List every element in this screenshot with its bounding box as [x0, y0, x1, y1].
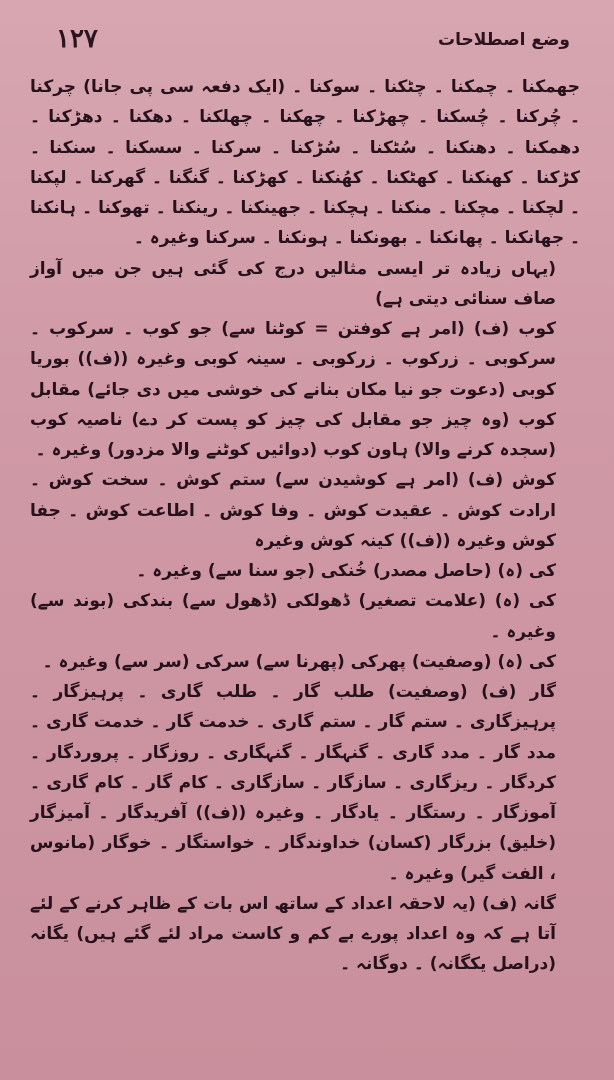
paragraph-note: (یہاں زیادہ تر ایسی مثالیں درج کی گئی ہیں جن میں آواز صاف سنائی دیتی ہے) — [30, 258, 556, 309]
page-header — [40, 14, 574, 54]
entry-ki-hasil-masdar: کی (ہ) (حاصل مصدر) خُنکی (جو سنا سے) وغیرہ ۔ — [136, 561, 556, 581]
entry-kob: کوب (ف) (امر ہے کوفتن = کوٹنا سے) جو کوب ۔ سرکوب ۔ سرکوبی ۔ زرکوب ۔ زرکوبی ۔ سینہ کوبی وغیرہ ((ف)) بوریا کوبی (دعوت جو نیا مکان بنانے کی خوشی میں دی جائے) مقابل کوب (وہ چیز جو مقابل کی چیز کو پست کر دے) ناصیہ کوب (سجدہ کرنے والا) ہاون کوب (دوائیں کوٹنے والا مزدور) وغیرہ ۔ — [30, 319, 556, 460]
page-number: ۱۲۷ — [56, 24, 98, 54]
entry-ki-wasfiyat: کی (ہ) (وصفیت) پھرکی (پھرنا سے) سرکی (سر سے) وغیرہ ۔ — [42, 651, 556, 672]
entry-gar: گار (ف) (وصفیت) طلب گار ۔ طلب گاری ۔ پرہیزگار ۔ پرہیزگاری ۔ ستم گار ۔ ستم گاری ۔ خدمت گار ۔ خدمت گاری ۔ مدد گار ۔ مدد گاری ۔ گنہگار ۔ گنہگاری ۔ روزگار ۔ پروردگار ۔ کردگار ۔ ریزگاری ۔ سازگار ۔ سازگاری ۔ کام گار ۔ کام گاری ۔ آموزگار ۔ رستگار ۔ یادگار ۔ وغیرہ ((ف)) آفریدگار ۔ آمیزگار (خلیق) بزرگار (کسان) خداوندگار ۔ خواستگار ۔ خوگار (مانوس ، الفت گیر) وغیرہ ۔ — [30, 682, 556, 884]
entry-kosh: کوش (ف) (امر ہے کوشیدن سے) ستم کوش ۔ سخت کوش ۔ ارادت کوش ۔ عقیدت کوش ۔ وفا کوش ۔ اطاعت کوش ۔ جفا کوش وغیرہ ((ف)) کینہ کوش وغیرہ — [30, 470, 556, 551]
paragraph-onomatopoeia-list: جھمکنا ۔ چمکنا ۔ چٹکنا ۔ سوکنا ۔ (ایک دفعہ سی پی جانا) چرکنا ۔ چُرکنا ۔ چُسکنا ۔ چھڑکنا ۔ چھکنا ۔ چھلکنا ۔ دھکنا ۔ دھڑکنا ۔ دھمکنا ۔ دھنکنا ۔ سُٹکنا ۔ سُڑکنا ۔ سرکنا ۔ سسکنا ۔ سنکنا ۔ کڑکنا ۔ کھنکنا ۔ کھٹکنا ۔ کھُنکنا ۔ کھڑکنا ۔ گنگنا ۔ گھرکنا ۔ لپکنا ۔ لچکنا ۔ مچکنا ۔ منکنا ۔ ہچکنا ۔ جھینکنا ۔ رینکنا ۔ تھوکنا ۔ ہانکنا ۔ جھانکنا ۔ پھانکنا ۔ بھونکنا ۔ ہونکنا ۔ سرکنا وغیرہ ۔ — [30, 77, 580, 249]
entry-gana: گانہ (ف) (یہ لاحقہ اعداد کے ساتھ اس بات کے ظاہر کرنے کے لئے آتا ہے کہ وہ اعداد پورے بے کم و کاست مراد لئے گئے ہیں) یگانہ (دراصل یکگانہ) ۔ دوگانہ ۔ — [30, 893, 556, 975]
running-head: وضع اصطلاحات — [438, 30, 570, 50]
body-text — [30, 72, 580, 1020]
entry-ki-tasghir: کی (ہ) (علامت تصغیر) ڈھولکی (ڈھول سے) بندکی (بوند سے) وغیرہ ۔ — [30, 591, 556, 642]
